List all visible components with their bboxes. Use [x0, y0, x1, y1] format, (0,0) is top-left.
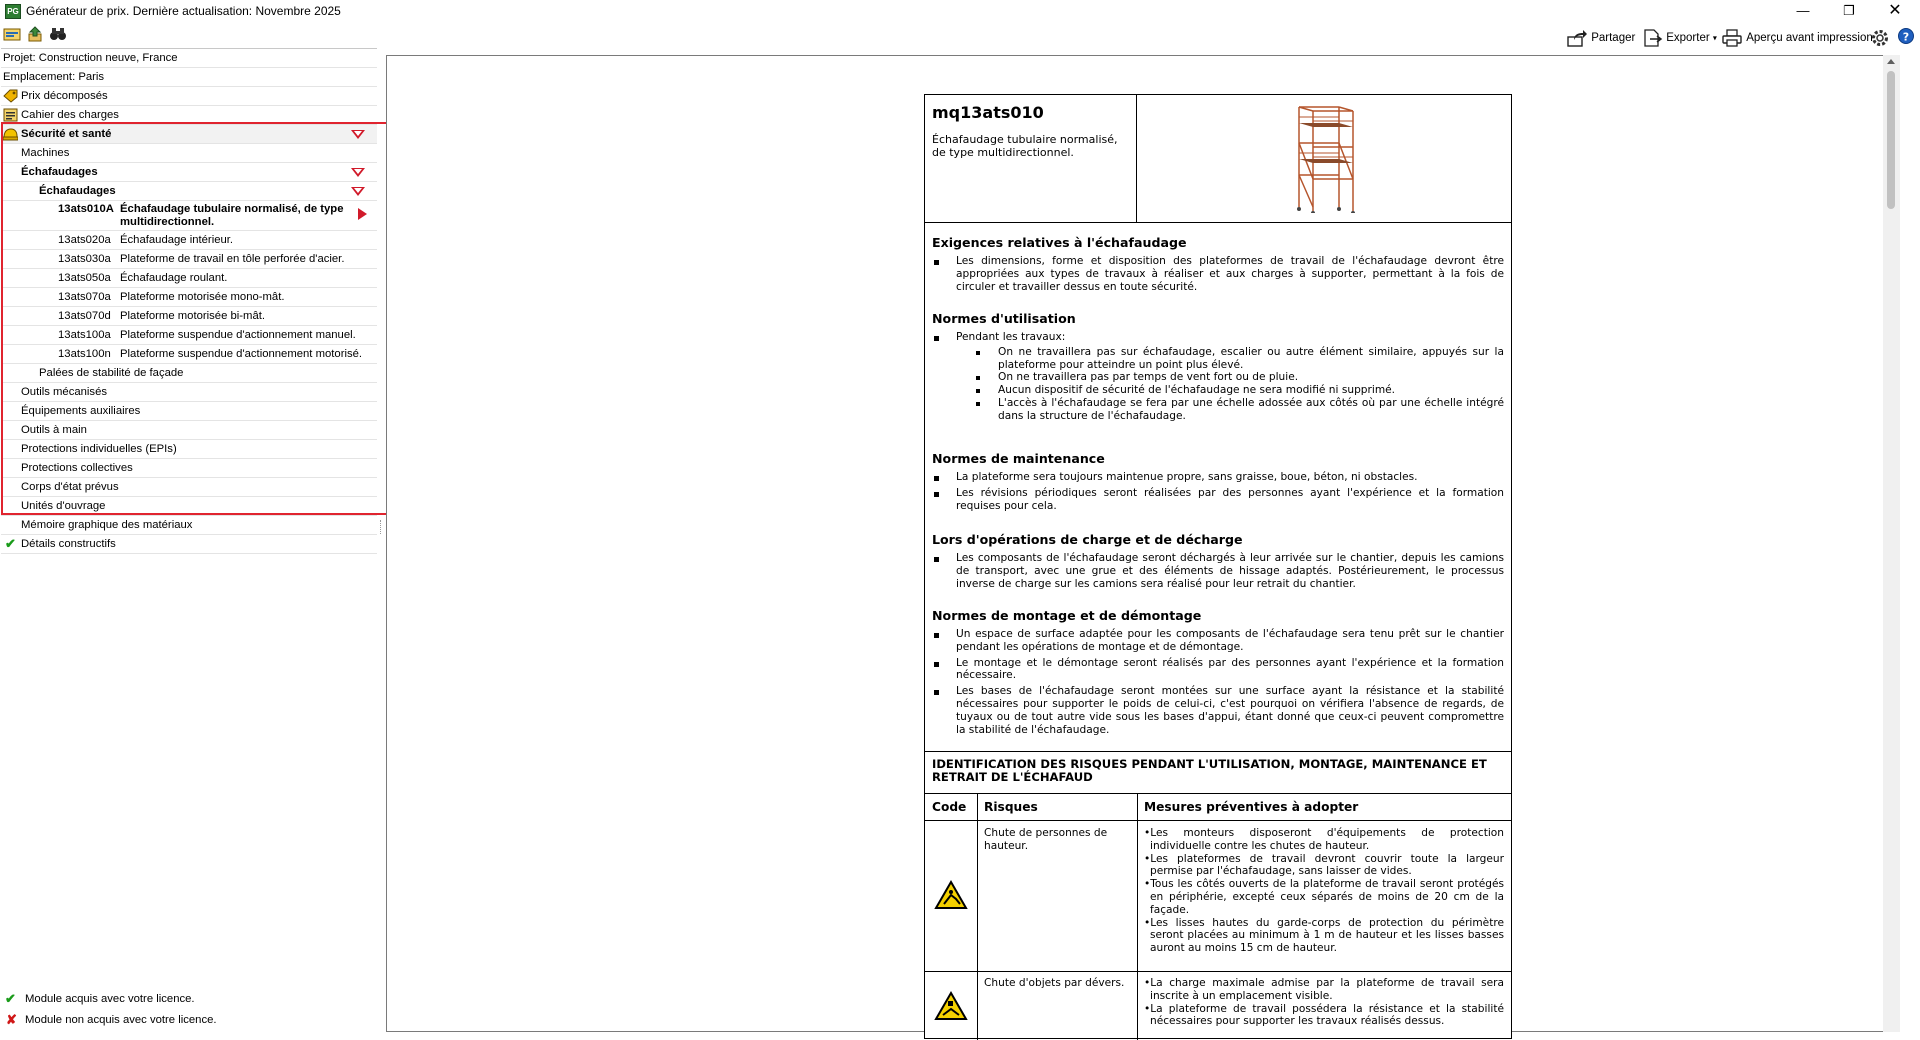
section-utilisation [932, 311, 1504, 426]
spec-book-icon [3, 108, 18, 122]
collapse-triangle-icon[interactable] [351, 187, 365, 196]
tree-item-13ats050a[interactable]: 13ats050a Échafaudage roulant. [1, 269, 377, 288]
tree-item-echafaudages[interactable]: Échafaudages [1, 163, 377, 182]
tree-item-memoire-graphique[interactable]: Mémoire graphique des matériaux [1, 516, 377, 535]
share-icon [1566, 29, 1588, 47]
help-button[interactable] [1897, 27, 1915, 47]
list-item: Pendant les travaux: On ne travaillera pas sur échafaudage, escalier ou autre élément similaire, appuyés sur la plateforme pour atteindre un point plus élevé. On ne travaillera pas par temps de vent fort ou de pluie. Aucun dispositif de sécurité de l'échafaudage ne sera modifié ni supprimé. L'accès à l'échafaudage se fera par une échelle adossée aux côtés où par une échelle intégré dans la structure de l'échafaudage. [956, 331, 1504, 422]
checkmark-icon: ✔ [5, 536, 16, 551]
export-label: Exporter [1666, 32, 1710, 44]
header-left-cell [925, 95, 1137, 223]
export-icon [1641, 29, 1663, 47]
risk1-measures: •Les monteurs disposeront d'équipements de protection individuelle contre les chutes de hauteur. •Les plateformes de travail devront couvrir toute la largeur permise par l'échafaudage, sans laisser de vides. •Tous les côtés ouverts de la plateforme de travail seront protégés en périphérie, excepté ceux séparés de moins de 20 cm de la façade. •Les lisses hautes du garde-corps de protection du périmètre seront placées au minimum à 1 m de hauteur et les lisses basses auront au moins 15 cm de hauteur. [1144, 827, 1504, 955]
list-item: Les révisions périodiques seront réalisées par des personnes ayant l'expérience et la formation requises pour cela. [956, 486, 1504, 512]
list-item: Les composants de l'échafaudage seront déchargés à leur arrivée sur le chantier, depuis les camions de transport, avec une grue et des éléments de hissage adaptés. Postérieurement, le processus inverse de charge sur les camions sera réalisé pour leur retrait du chantier. [956, 552, 1504, 590]
risk2-name: Chute d'objets par dévers. [984, 977, 1125, 989]
title-bar [0, 0, 1920, 22]
print-preview-button[interactable] [1721, 29, 1873, 49]
section-charge [932, 532, 1504, 593]
tree-item-13ats010a[interactable]: 13ats010A Échafaudage tubulaire normalisé, de type multidirectionnel. [1, 201, 377, 231]
col-header-mesures: Mesures préventives à adopter [1137, 794, 1511, 821]
tree-item-13ats100n[interactable]: 13ats100n Plateforme suspendue d'actionnement motorisé. [1, 345, 377, 364]
open-panel-icon[interactable] [3, 26, 21, 42]
tree-item-equipements-auxiliaires[interactable]: Équipements auxiliaires [1, 402, 377, 421]
gear-icon [1870, 28, 1890, 46]
list-item: On ne travaillera pas par temps de vent fort ou de pluie. [998, 371, 1504, 384]
tree-item-epi[interactable]: Protections individuelles (EPIs) [1, 440, 377, 459]
tree-item-prix[interactable]: Prix décomposés [1, 87, 377, 106]
up-folder-icon[interactable] [26, 26, 44, 42]
section-title: Lors d'opérations de charge et de décharge [932, 532, 1243, 547]
scroll-up-icon[interactable] [1887, 59, 1895, 64]
export-dropdown-icon[interactable]: ▾ [1712, 33, 1717, 43]
section-title: Exigences relatives à l'échafaudage [932, 235, 1187, 250]
tree-panel [1, 48, 377, 1032]
collapse-triangle-icon[interactable] [351, 130, 365, 139]
collapse-triangle-icon[interactable] [351, 168, 365, 177]
warning-fall-icon [934, 880, 968, 910]
risk1-name: Chute de personnes de hauteur. [984, 827, 1108, 852]
export-button[interactable] [1641, 29, 1717, 49]
list-item: Les bases de l'échafaudage seront montées sur une surface ayant la résistance et la stabilité nécessaires pour supporter le poids de celui-ci, c'est pourquoi on vérifiera l'absence de regards, de tuyaux ou de tout autre vide sous les bases d'appui, étant donné que ceux-ci peuvent compromettre la stabilité de l'échafaudage. [956, 685, 1504, 736]
checkmark-icon: ✔ [5, 991, 16, 1006]
col-header-risques: Risques [977, 794, 1137, 821]
price-tag-icon [3, 89, 18, 103]
list-item: On ne travaillera pas sur échafaudage, escalier ou autre élément similaire, appuyés sur la plateforme pour atteindre un point plus élevé. [998, 345, 1504, 371]
svg-text:?: ? [1902, 30, 1910, 44]
maximize-icon[interactable]: ❐ [1843, 3, 1855, 18]
tree-item-palees[interactable]: Palées de stabilité de façade [1, 364, 377, 383]
tree-item-corps-etat[interactable]: Corps d'état prévus [1, 478, 377, 497]
safety-helmet-icon [3, 127, 18, 141]
tree-item-outils-mecanises[interactable]: Outils mécanisés [1, 383, 377, 402]
list-item: L'accès à l'échafaudage se fera par une échelle adossée aux côtés où par une échelle intégré dans la structure de l'échafaudage. [998, 396, 1504, 422]
list-item: Les dimensions, forme et disposition des plateformes de travail de l'échafaudage devront être appropriées aux types de travaux à réaliser et aux charges à supporter, permettant à la fois de circuler et travailler dessus en toute sécurité. [956, 255, 1504, 293]
tree-item-machines[interactable]: Machines [1, 144, 377, 163]
tree-item-13ats020a[interactable]: 13ats020a Échafaudage intérieur. [1, 231, 377, 250]
minimize-icon[interactable]: — [1796, 3, 1810, 18]
tree-item-securite[interactable]: Sécurité et santé [1, 125, 377, 144]
share-label: Partager [1591, 32, 1636, 44]
warning-falling-objects-icon [934, 991, 968, 1021]
generator-app-icon: PG [5, 4, 21, 19]
list-item: Un espace de surface adaptée pour les composants de l'échafaudage sera tenu prêt sur le chantier pendant les opérations de montage et de démontage. [956, 628, 1504, 653]
header-image-cell [1137, 95, 1511, 223]
document-code: mq13ats010 [932, 103, 1044, 122]
project-row[interactable]: Projet: Construction neuve, France [1, 49, 377, 68]
binoculars-icon[interactable] [49, 26, 67, 42]
panel-splitter[interactable] [380, 520, 382, 534]
tree-item-13ats070a[interactable]: 13ats070a Plateforme motorisée mono-mât. [1, 288, 377, 307]
scroll-thumb[interactable] [1887, 71, 1895, 209]
col-header-code: Code [925, 794, 977, 821]
tree-item-outils-main[interactable]: Outils à main [1, 421, 377, 440]
list-item: La plateforme sera toujours maintenue propre, sans graisse, boue, béton, ni obstacles. [956, 471, 1504, 484]
tree-item-13ats030a[interactable]: 13ats030a Plateforme de travail en tôle perforée d'acier. [1, 250, 377, 269]
list-item: Le montage et le démontage seront réalisés par des personnes ayant l'expérience et la formation nécessaire. [956, 656, 1504, 682]
scaffold-illustration [1293, 103, 1359, 213]
tree-item-details-constructifs[interactable]: ✔ Détails constructifs [1, 535, 377, 554]
share-button[interactable] [1566, 29, 1635, 49]
selected-arrow-icon [358, 208, 367, 220]
section-title: Normes d'utilisation [932, 311, 1076, 326]
tree-item-13ats100a[interactable]: 13ats100a Plateforme suspendue d'actionnement manuel. [1, 326, 377, 345]
document-description: Échafaudage tubulaire normalisé, de type multidirectionnel. [932, 133, 1118, 159]
window-title: Générateur de prix. Dernière actualisation: Novembre 2025 [26, 4, 341, 18]
vertical-scrollbar[interactable] [1883, 55, 1900, 1032]
section-montage [932, 608, 1504, 739]
section-maintenance [932, 451, 1504, 515]
legend-acquired: Module acquis avec votre licence. [25, 993, 195, 1005]
tree-item-protections-collectives[interactable]: Protections collectives [1, 459, 377, 478]
cross-icon: ✘ [6, 1012, 17, 1027]
tree-item-13ats070d[interactable]: 13ats070d Plateforme motorisée bi-mât. [1, 307, 377, 326]
help-icon [1897, 27, 1915, 45]
document-card [924, 94, 1512, 1039]
close-icon[interactable]: ✕ [1888, 2, 1902, 19]
section-title: Normes de maintenance [932, 451, 1105, 466]
location-row[interactable]: Emplacement: Paris [1, 68, 377, 87]
tree-item-echafaudages-sub[interactable]: Échafaudages [1, 182, 377, 201]
risk2-measures: •La charge maximale admise par la plateforme de travail sera inscrite à un emplacement visible. •La plateforme de travail possédera la résistance et la stabilité nécessaires pour supporter les travaux réalisés dessus. [1144, 977, 1504, 1028]
legend-not-acquired: Module non acquis avec votre licence. [25, 1014, 217, 1026]
section-title: Normes de montage et de démontage [932, 608, 1202, 623]
section-exigences [932, 235, 1504, 296]
risks-title: IDENTIFICATION DES RISQUES PENDANT L'UTILISATION, MONTAGE, MAINTENANCE ET RETRAIT DE L'ÉCHAFAUD [925, 751, 1511, 794]
list-item: Aucun dispositif de sécurité de l'échafaudage ne sera modifié ni supprimé. [998, 384, 1504, 397]
settings-button[interactable] [1870, 28, 1890, 48]
printer-icon [1721, 29, 1743, 47]
tree-item-unites-ouvrage[interactable]: Unités d'ouvrage [1, 497, 377, 516]
print-preview-label: Aperçu avant impression [1746, 32, 1873, 44]
tree-item-cahier[interactable]: Cahier des charges [1, 106, 377, 125]
